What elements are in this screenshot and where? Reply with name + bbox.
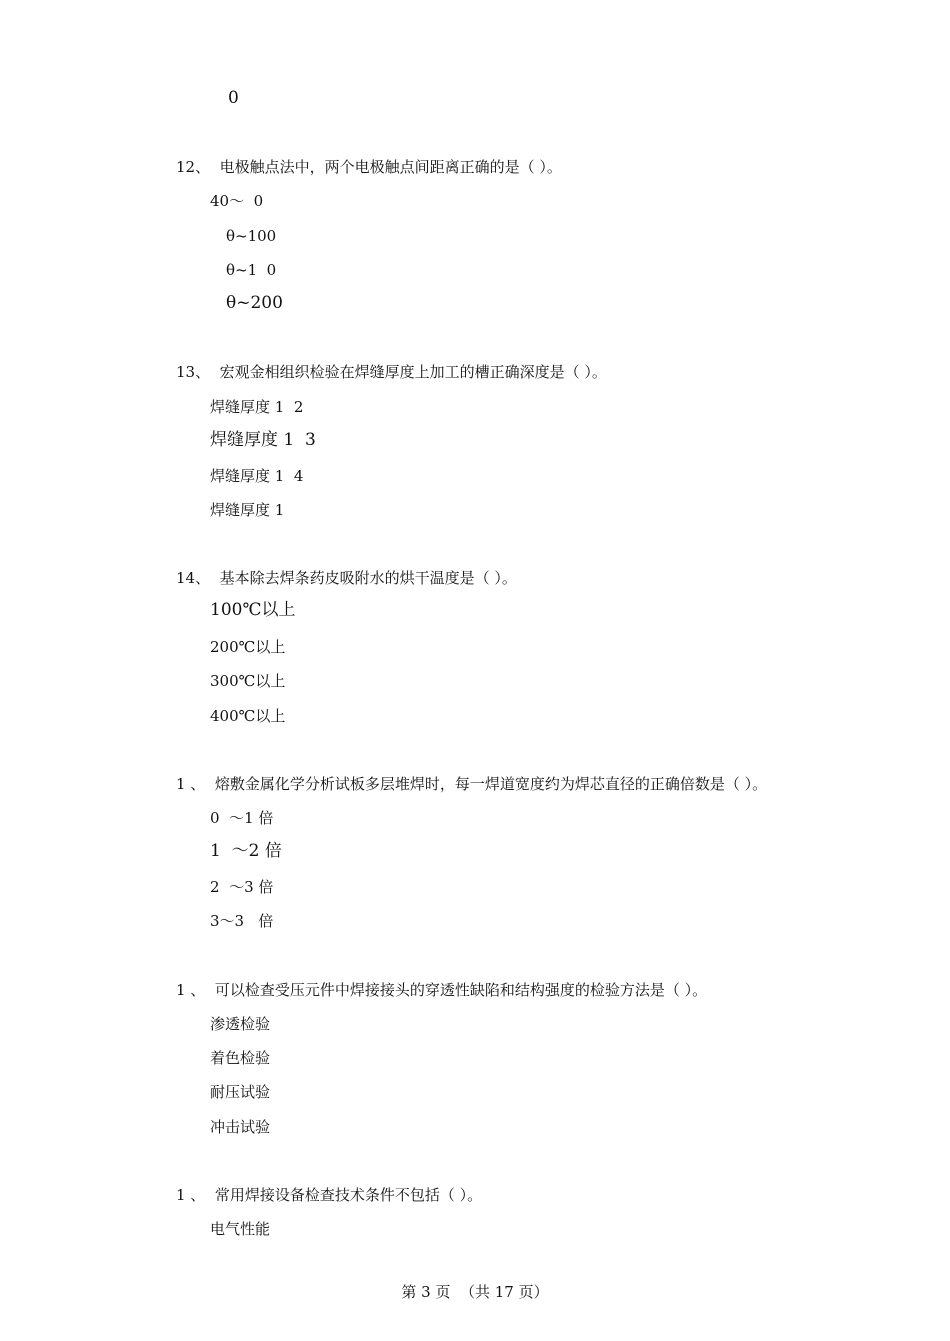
q13-option-b: 焊缝厚度 1 3	[210, 430, 316, 450]
question-16: 1 、 可以检查受压元件中焊接接头的穿透性缺陷和结构强度的检验方法是（ ）。	[176, 981, 708, 999]
q14-option-c: 300℃以上	[210, 672, 286, 690]
q15-option-d: 3～3 倍	[210, 912, 274, 930]
q15-option-b: 1 ～2 倍	[210, 841, 282, 861]
question-15: 1 、 熔敷金属化学分析试板多层堆焊时，每一焊道宽度约为焊芯直径的正确倍数是（ ）。	[176, 775, 768, 793]
question-13: 13、 宏观金相组织检验在焊缝厚度上加工的槽正确深度是（ ）。	[176, 363, 607, 381]
question-14: 14、 基本除去焊条药皮吸附水的烘干温度是（ ）。	[176, 569, 517, 587]
page-footer: 第 3 页 （共 17 页）	[401, 1283, 549, 1301]
q13-option-d: 焊缝厚度 1	[210, 501, 285, 519]
question-12: 12、 电极触点法中，两个电极触点间距离正确的是（ ）。	[176, 158, 562, 176]
q16-option-d: 冲击试验	[210, 1118, 271, 1136]
q13-option-a: 焊缝厚度 1 2	[210, 398, 304, 416]
question-17: 1 、 常用焊接设备检查技术条件不包括（ ）。	[176, 1186, 483, 1204]
q15-option-c: 2 ～3 倍	[210, 878, 274, 896]
q16-option-c: 耐压试验	[210, 1083, 271, 1101]
q13-option-c: 焊缝厚度 1 4	[210, 467, 304, 485]
q14-option-b: 200℃以上	[210, 638, 286, 656]
q12-option-d: θ~200	[226, 293, 283, 313]
q14-option-a: 100℃以上	[210, 600, 296, 620]
q16-option-a: 渗透检验	[210, 1015, 271, 1033]
q12-option-c: θ~1 0	[226, 261, 277, 279]
q16-option-b: 着色检验	[210, 1049, 271, 1067]
q12-option-a: 40～ 0	[210, 192, 264, 210]
q12-option-b: θ~100	[226, 227, 277, 245]
q17-option-a: 电气性能	[210, 1220, 271, 1238]
q15-option-a: 0 ～1 倍	[210, 809, 274, 827]
top-option: 0	[228, 88, 239, 108]
q14-option-d: 400℃以上	[210, 707, 286, 725]
